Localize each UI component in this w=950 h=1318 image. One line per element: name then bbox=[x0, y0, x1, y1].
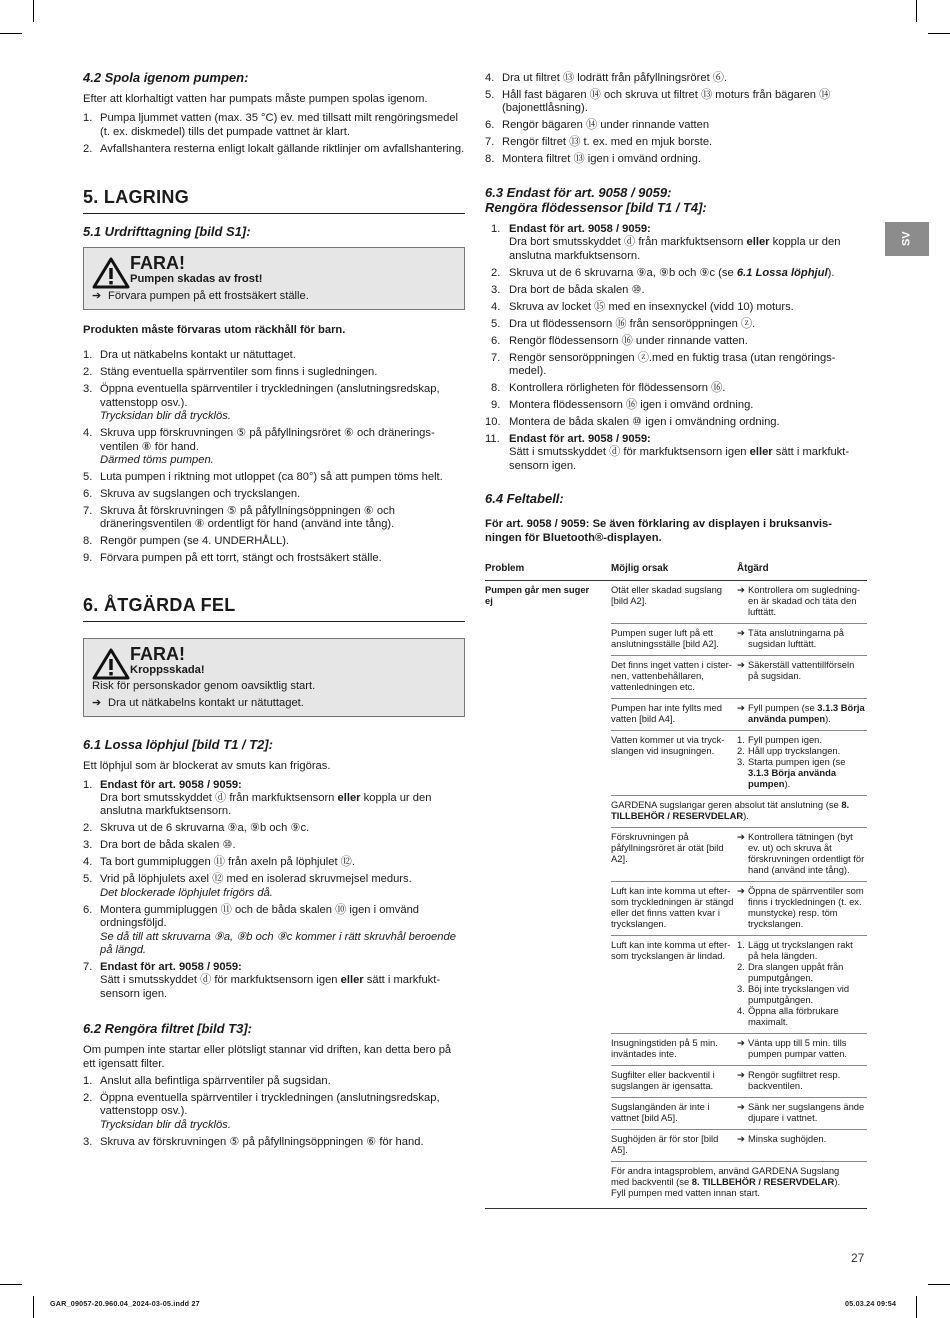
section-6-3-title-line2: Rengöra flödessensor [bild T1 / T4]: bbox=[485, 199, 707, 215]
list-item bbox=[485, 284, 867, 297]
crop-mark bbox=[916, 0, 917, 22]
step-number: 3. bbox=[737, 983, 745, 995]
section-6-title: 6. ÅTGÄRDA FEL bbox=[83, 594, 465, 622]
danger-arrow-line bbox=[92, 697, 456, 710]
list-item bbox=[83, 822, 465, 835]
list-item bbox=[485, 352, 867, 379]
item-number: 10. bbox=[485, 416, 501, 429]
item-text: Skruva ut de 6 skruvarna ⑨a, ⑨b och ⑨c. bbox=[100, 822, 310, 835]
item-text: Öppna eventuella spärrventiler i tryckledningen (anslutningsredskap, vattenstopp osv.). bbox=[100, 383, 440, 409]
wide-cell bbox=[611, 1162, 867, 1205]
danger-text-block bbox=[130, 253, 262, 289]
step-text: Öppna alla förbrukare maximalt. bbox=[748, 1005, 839, 1028]
cause-cell: Sugslangänden är inte i vattnet [bild A5]. bbox=[611, 1098, 737, 1130]
wide-text: För andra intagsproblem, använd GARDENA Sugslang med backventil (se bbox=[611, 1165, 840, 1188]
table-end-row bbox=[485, 1204, 867, 1208]
item-body bbox=[509, 433, 867, 473]
item-number: 7. bbox=[485, 136, 495, 149]
crop-mark bbox=[33, 0, 34, 22]
cause-cell: Pumpen suger luft på ett anslutningsställe [bild A2]. bbox=[611, 624, 737, 656]
item-number: 4. bbox=[83, 856, 93, 869]
item-text: Dra bort de båda skalen ⑩. bbox=[100, 839, 236, 852]
item-number: 2. bbox=[83, 366, 93, 379]
item-text: ). bbox=[827, 266, 835, 279]
item-number: 3. bbox=[83, 1135, 93, 1148]
arrow-right-icon: ➔ bbox=[737, 1069, 745, 1081]
action-text: Öppna de spärrventiler som finns i tryckledningen (t. ex. munstycke) resp. töm tryckslangen. bbox=[748, 885, 864, 930]
item-number: 1. bbox=[83, 778, 93, 791]
action-cell bbox=[737, 624, 867, 656]
list-item bbox=[83, 366, 465, 379]
cause-cell: Sughöjden är för stor [bild A5]. bbox=[611, 1130, 737, 1162]
item-text: Montera gummipluggen ⑪ och de båda skalen ⑩ igen i omvänd ordningsföljd. bbox=[100, 903, 420, 930]
item-number: 6. bbox=[83, 903, 93, 916]
arrow-right-icon: ➔ bbox=[737, 1037, 745, 1049]
item-number: 9. bbox=[83, 552, 93, 565]
list-item bbox=[485, 433, 867, 473]
fault-table bbox=[485, 559, 867, 1209]
danger-title: FARA! bbox=[130, 253, 185, 274]
danger-subtitle: Kroppsskada! bbox=[130, 663, 205, 676]
wide-text: GARDENA sugslangar geren absolut tät anslutning (se bbox=[611, 799, 842, 811]
action-cell bbox=[737, 936, 867, 1034]
item-text: koppla ur den anslutna markfuktsensorn. bbox=[509, 236, 841, 262]
list-item bbox=[485, 72, 867, 85]
item-text: Pumpa ljummet vatten (max. 35 °C) ev. med tillsatt milt rengöringsmedel (t. ex. diskmedel) tills det pumpade vattnet är klart. bbox=[100, 112, 459, 138]
item-text: Skruva åt förskruvningen ⑤ på påfyllningsöppningen ⑥ och dräneringsventilen ⑧ ordentligt för hand (använd inte tång). bbox=[100, 505, 395, 531]
list-item bbox=[83, 1136, 465, 1149]
item-number: 4. bbox=[485, 72, 495, 84]
list-item bbox=[485, 318, 867, 331]
step-number: 3. bbox=[737, 756, 745, 768]
list-item bbox=[83, 873, 465, 900]
language-tab bbox=[885, 222, 929, 256]
item-bold: eller bbox=[340, 974, 364, 987]
arrow-right-icon: ➔ bbox=[737, 1101, 745, 1113]
list-item bbox=[83, 471, 465, 484]
cause-cell: Vatten kommer ut via tryckslangen vid insugningen. bbox=[611, 731, 737, 796]
item-number: 7. bbox=[83, 505, 93, 518]
arrow-right-icon: ➔ bbox=[737, 1133, 745, 1145]
list-item bbox=[83, 904, 465, 958]
item-number: 7. bbox=[491, 351, 501, 364]
item-note: Därmed töms pumpen. bbox=[100, 454, 214, 467]
action-text: Fyll pumpen (se bbox=[748, 702, 818, 714]
action-text: Rengör sugfiltret resp. backventilen. bbox=[748, 1069, 841, 1092]
list-item bbox=[485, 119, 867, 132]
item-head: Endast för art. 9058 / 9059: bbox=[509, 222, 651, 235]
arrow-right-icon: ➔ bbox=[737, 627, 745, 639]
list-item bbox=[83, 112, 465, 139]
item-head: Endast för art. 9058 / 9059: bbox=[100, 960, 242, 973]
step-text: Lägg ut tryckslangen rakt på hela längden. bbox=[748, 939, 853, 962]
item-number: 6. bbox=[491, 334, 501, 347]
item-text: Dra ut filtret ⑬ lodrätt från påfyllningsröret ⑥. bbox=[502, 72, 728, 84]
action-cell bbox=[737, 882, 867, 936]
item-number: 3. bbox=[491, 283, 501, 296]
item-text: Dra ut nätkabelns kontakt ur nätuttaget. bbox=[100, 349, 296, 362]
action-cell bbox=[737, 1130, 867, 1162]
item-note: Se då till att skruvarna ⑨a, ⑨b och ⑨c kommer i rätt skruvhål beroende på längd. bbox=[100, 930, 456, 956]
item-body bbox=[100, 1092, 465, 1132]
step-ref: 3.1.3 Börja använda pumpen bbox=[748, 767, 837, 790]
item-bold: eller bbox=[746, 236, 770, 249]
section-6-2-list bbox=[83, 1075, 465, 1149]
footer-file-info: GAR_09057-20.960.04_2024-03-05.indd 27 bbox=[50, 1299, 200, 1308]
arrow-right-icon: ➔ bbox=[737, 702, 745, 714]
item-text: Skruva av sugslangen och tryckslangen. bbox=[100, 488, 301, 501]
item-text: Sätt i smutsskyddet ⓓ för markfuktsensorn igen bbox=[509, 446, 750, 459]
wide-cell bbox=[611, 796, 867, 828]
item-text: Dra bort smutsskyddet ⓓ från markfuktsensorn bbox=[509, 236, 747, 249]
column-header-action: Åtgärd bbox=[737, 559, 867, 581]
action-text: Sänk ner sugslangens ände djupare i vattnet. bbox=[748, 1101, 865, 1124]
action-cell bbox=[737, 1034, 867, 1066]
item-bold: eller bbox=[749, 446, 773, 459]
item-note: Trycksidan blir då trycklös. bbox=[100, 1118, 231, 1131]
list-item bbox=[485, 223, 867, 263]
item-number: 1. bbox=[491, 222, 501, 235]
arrow-right-icon: ➔ bbox=[737, 584, 745, 596]
item-number: 1. bbox=[83, 349, 93, 362]
crop-mark bbox=[0, 1284, 22, 1285]
danger-head bbox=[92, 644, 456, 680]
danger-text-block bbox=[130, 644, 205, 680]
action-ref: 3.1.3 Börja använda pumpen bbox=[748, 702, 865, 725]
arrow-right-icon: ➔ bbox=[92, 289, 102, 302]
list-item bbox=[83, 1092, 465, 1132]
problem-cell: Pumpen går men suger ej bbox=[485, 584, 590, 607]
item-head: Endast för art. 9058 / 9059: bbox=[509, 433, 651, 446]
item-body bbox=[509, 223, 867, 263]
item-number: 2. bbox=[83, 1091, 93, 1104]
item-text: Rengör sensoröppningen ⓩ.med en fuktig trasa (utan rengöringsmedel). bbox=[509, 351, 836, 378]
item-number: 7. bbox=[83, 960, 93, 973]
section-5-1-list bbox=[83, 349, 465, 565]
item-number: 6. bbox=[83, 488, 93, 501]
step-text: ). bbox=[784, 778, 791, 790]
section-6-2-title: 6.2 Rengöra filtret [bild T3]: bbox=[83, 1021, 253, 1037]
crop-mark bbox=[928, 1284, 950, 1285]
list-item bbox=[83, 349, 465, 362]
cause-cell: Sugfilter eller backventil i sugslangen är igensatta. bbox=[611, 1066, 737, 1098]
arrow-right-icon: ➔ bbox=[737, 885, 745, 897]
item-body bbox=[100, 779, 465, 819]
item-number: 5. bbox=[485, 89, 495, 101]
item-number: 5. bbox=[491, 317, 501, 330]
item-text: Skruva av förskruvningen ⑤ på påfyllningsöppningen ⑥ för hand. bbox=[100, 1135, 424, 1148]
list-item bbox=[83, 856, 465, 869]
item-text: Montera flödessensorn ⑯ igen i omvänd ordning. bbox=[509, 399, 754, 412]
action-cell bbox=[737, 656, 867, 699]
danger-text: Risk för personskador genom oavsiktlig start. bbox=[92, 680, 316, 693]
list-item bbox=[83, 488, 465, 501]
footer-date-time: 05.03.24 09:54 bbox=[845, 1299, 897, 1308]
section-4-2-title: 4.2 Spola igenom pumpen: bbox=[83, 70, 249, 85]
action-cell bbox=[737, 699, 867, 731]
action-body bbox=[748, 702, 865, 724]
item-text: Dra ut flödessensorn ⑯ från sensoröppningen ⓩ. bbox=[509, 317, 756, 330]
item-text: Kontrollera rörligheten för flödessensorn ⑯. bbox=[509, 382, 726, 395]
item-text: Rengör pumpen (se 4. UNDERHÅLL). bbox=[100, 535, 290, 548]
list-item bbox=[485, 136, 867, 149]
item-text: Ta bort gummipluggen ⑪ från axeln på löphjulet ⑫. bbox=[100, 856, 355, 869]
item-number: 9. bbox=[491, 399, 501, 412]
item-text: Öppna eventuella spärrventiler i tryckledningen (anslutningsredskap, vattenstopp osv.). bbox=[100, 1091, 440, 1118]
crop-mark bbox=[0, 33, 22, 34]
step-text: Böj inte tryckslangen vid pumputgången. bbox=[748, 983, 850, 1006]
step-text: Starta pumpen igen (se bbox=[748, 756, 846, 768]
item-number: 5. bbox=[83, 873, 93, 886]
list-item bbox=[83, 143, 465, 156]
arrow-right-icon: ➔ bbox=[92, 696, 102, 709]
step-number: 2. bbox=[737, 745, 745, 757]
crop-mark bbox=[916, 1296, 917, 1318]
item-bold: eller bbox=[337, 791, 361, 804]
item-note: Trycksidan blir då trycklös. bbox=[100, 410, 231, 423]
arrow-right-icon: ➔ bbox=[737, 831, 745, 843]
crop-mark bbox=[928, 33, 950, 34]
step-text: Fyll pumpen igen. bbox=[748, 734, 822, 746]
item-text: koppla ur den anslutna markfuktsensorn. bbox=[100, 791, 432, 818]
list-item bbox=[485, 89, 867, 116]
item-text: sätt i markfuktsensorn igen. bbox=[509, 446, 850, 472]
action-text: Täta anslutningarna på sugsidan lufttätt. bbox=[748, 627, 844, 650]
section-6-3-list bbox=[485, 223, 867, 473]
danger-arrow-line bbox=[92, 290, 456, 303]
action-cell bbox=[737, 1066, 867, 1098]
list-item bbox=[83, 779, 465, 819]
language-tab-label: SV bbox=[900, 231, 913, 247]
step-text: Håll upp tryckslangen. bbox=[748, 745, 841, 757]
section-6-1-list bbox=[83, 779, 465, 1002]
action-text: Minska sughöjden. bbox=[748, 1133, 827, 1145]
action-text: ). bbox=[825, 713, 831, 725]
item-number: 5. bbox=[83, 471, 93, 484]
item-text: Montera de båda skalen ⑩ igen i omvändning ordning. bbox=[509, 416, 780, 429]
list-item bbox=[485, 382, 867, 395]
action-cell bbox=[737, 581, 867, 624]
item-text: Dra bort smutsskyddet ⓓ från markfuktsensorn bbox=[100, 791, 338, 804]
list-item bbox=[485, 399, 867, 412]
item-body bbox=[100, 904, 465, 958]
list-item bbox=[83, 427, 465, 467]
item-number: 4. bbox=[83, 427, 93, 440]
item-text: Stäng eventuella spärrventiler som finns i sugledningen. bbox=[100, 366, 378, 379]
item-text: Avfallshantera resterna enligt lokalt gällande riktlinjer om avfallshantering. bbox=[100, 142, 465, 155]
item-body bbox=[100, 427, 465, 467]
column-header-problem: Problem bbox=[485, 559, 611, 581]
cause-cell: Pumpen har inte fyllts med vatten [bild A4]. bbox=[611, 699, 737, 731]
item-number: 1. bbox=[83, 1074, 93, 1087]
table-row bbox=[485, 581, 867, 624]
arrow-right-icon: ➔ bbox=[737, 659, 745, 671]
item-number: 4. bbox=[491, 300, 501, 313]
item-number: 2. bbox=[83, 142, 93, 155]
item-text: Förvara pumpen på ett torrt, stängt och frostsäkert ställe. bbox=[100, 552, 382, 565]
item-text: Skruva av locket ⑮ med en insexnyckel (vidd 10) moturs. bbox=[509, 300, 794, 313]
item-text: Sätt i smutsskyddet ⓓ för markfuktsensorn igen bbox=[100, 974, 341, 987]
item-number: 8. bbox=[485, 153, 495, 166]
danger-subtitle: Pumpen skadas av frost! bbox=[130, 273, 263, 286]
section-6-1-intro: Ett löphjul som är blockerat av smuts kan frigöras. bbox=[83, 760, 331, 773]
item-text: Dra bort de båda skalen ⑩. bbox=[509, 283, 645, 296]
item-text: Skruva ut de 6 skruvarna ⑨a, ⑨b och ⑨c (se bbox=[509, 266, 737, 279]
cause-cell: Luft kan inte komma ut eftersom tryckslangen är lindad. bbox=[611, 936, 737, 1034]
action-cell bbox=[737, 731, 867, 796]
list-item bbox=[83, 383, 465, 423]
item-ref: 6.1 Lossa löphjul bbox=[736, 266, 828, 279]
action-cell bbox=[737, 828, 867, 882]
page-number: 27 bbox=[851, 1251, 865, 1265]
wide-text: ). Fyll pumpen med vatten innan start. bbox=[611, 1176, 841, 1199]
danger-box-injury bbox=[83, 638, 465, 717]
action-text: Säkerställ vattentillförseln på sugsidan. bbox=[748, 659, 855, 682]
step-body bbox=[748, 756, 865, 789]
left-column bbox=[83, 70, 465, 1153]
list-item bbox=[485, 335, 867, 348]
item-body bbox=[100, 383, 465, 423]
section-6-3-title bbox=[485, 185, 867, 215]
list-item bbox=[485, 416, 867, 429]
item-number: 2. bbox=[491, 266, 501, 279]
wide-ref: 8. TILLBEHÖR / RESERVDELAR bbox=[691, 1176, 835, 1188]
item-note: Det blockerade löphjulet frigörs då. bbox=[100, 886, 273, 899]
step-number: 2. bbox=[737, 961, 745, 973]
action-text: Kontrollera tätningen (byt ev. ut) och skruva åt förskruvningen ordentligt för hand (använd inte tång). bbox=[748, 831, 865, 876]
danger-head bbox=[92, 253, 456, 289]
list-item bbox=[485, 267, 867, 280]
item-number: 8. bbox=[83, 535, 93, 548]
item-number: 11. bbox=[485, 433, 500, 446]
item-text: Luta pumpen i riktning mot utloppet (ca 80°) så att pumpen töms helt. bbox=[100, 471, 443, 484]
item-number: 8. bbox=[491, 382, 501, 395]
list-item bbox=[83, 535, 465, 548]
danger-arrow-text: Dra ut nätkabelns kontakt ur nätuttaget. bbox=[108, 696, 304, 709]
item-body bbox=[509, 267, 867, 280]
section-6-3-title-line1: 6.3 Endast för art. 9058 / 9059: bbox=[485, 184, 672, 200]
section-6-1-title: 6.1 Lossa löphjul [bild T1 / T2]: bbox=[83, 737, 273, 753]
step-number: 1. bbox=[737, 734, 745, 746]
list-item bbox=[83, 839, 465, 852]
danger-title: FARA! bbox=[130, 643, 185, 664]
section-4-2-list bbox=[83, 112, 465, 156]
action-cell bbox=[737, 1098, 867, 1130]
table-end-cell bbox=[485, 1204, 867, 1208]
action-text: Vänta upp till 5 min. tills pumpen pumpar vatten. bbox=[748, 1037, 848, 1060]
children-notice: Produkten måste förvaras utom räckhåll för barn. bbox=[83, 324, 346, 337]
item-number: 2. bbox=[83, 822, 93, 835]
list-item bbox=[83, 552, 465, 565]
item-text: Håll fast bägaren ⑭ och skruva ut filtret ⑬ moturs från bägaren ⑭ (bajonettlåsning). bbox=[502, 89, 831, 115]
danger-box-frost bbox=[83, 247, 465, 310]
item-text: Montera filtret ⑬ igen i omvänd ordning. bbox=[502, 153, 701, 166]
item-text: Skruva upp förskruvningen ⑤ på påfyllningsröret ⑥ och dräneringsventilen ⑧ för hand. bbox=[100, 427, 435, 453]
cause-cell: Det finns inget vatten i cisternen, vattenbehållaren, vattenledningen etc. bbox=[611, 656, 737, 699]
list-item bbox=[83, 505, 465, 532]
item-text: sätt i markfuktsensorn igen. bbox=[100, 974, 441, 1000]
item-text: Anslut alla befintliga spärrventiler på sugsidan. bbox=[100, 1074, 331, 1087]
item-number: 3. bbox=[83, 383, 93, 396]
list-item bbox=[485, 301, 867, 314]
cause-cell: Förskruvningen på påfyllningsröret är otät [bild A2]. bbox=[611, 828, 737, 882]
list-item bbox=[485, 153, 867, 166]
action-text: Kontrollera om sugledningen är skadad och täta den lufttätt. bbox=[748, 584, 861, 618]
section-6-2-list-cont bbox=[485, 72, 867, 167]
table-header-row bbox=[485, 559, 867, 581]
section-5-title: 5. LAGRING bbox=[83, 186, 465, 214]
item-head: Endast för art. 9058 / 9059: bbox=[100, 778, 242, 791]
section-4-2-intro: Efter att klorhaltigt vatten har pumpats måste pumpen spolas igenom. bbox=[83, 93, 428, 105]
step-number: 4. bbox=[737, 1005, 745, 1017]
item-body bbox=[100, 961, 465, 1001]
crop-mark bbox=[33, 1296, 34, 1318]
item-body bbox=[100, 873, 465, 900]
right-column bbox=[485, 72, 867, 1209]
warning-triangle-icon bbox=[92, 257, 130, 289]
section-6-2-intro: Om pumpen inte startar eller plötsligt stannar vid driften, kan detta bero på ett igensatt filter. bbox=[83, 1044, 452, 1070]
item-text: Rengör filtret ⑬ t. ex. med en mjuk borste. bbox=[502, 136, 713, 149]
cause-cell: Insugningstiden på 5 min. inväntades inte. bbox=[611, 1034, 737, 1066]
danger-arrow-text: Förvara pumpen på ett frostsäkert ställe. bbox=[108, 289, 309, 302]
item-number: 6. bbox=[485, 119, 495, 132]
section-6-4-note: För art. 9058 / 9059: Se även förklaring av displayen i bruksanvisningen för Bluetooth®-displayen. bbox=[485, 518, 832, 544]
cause-cell: Otät eller skadad sugslang [bild A2]. bbox=[611, 584, 723, 607]
column-header-cause: Möjlig orsak bbox=[611, 559, 737, 581]
section-5-1-title: 5.1 Urdrifttagning [bild S1]: bbox=[83, 224, 251, 240]
list-item bbox=[83, 961, 465, 1001]
step-text: Dra slangen uppåt från pumputgången. bbox=[748, 961, 844, 984]
warning-triangle-icon bbox=[92, 648, 130, 680]
wide-ref: 8. TILLBEHÖR / RESERVDELAR bbox=[611, 799, 850, 822]
wide-text: ). bbox=[743, 810, 749, 822]
item-number: 1. bbox=[83, 112, 93, 125]
list-item bbox=[83, 1075, 465, 1088]
step-number: 1. bbox=[737, 939, 745, 951]
item-number: 3. bbox=[83, 839, 93, 852]
item-text: Rengör flödessensorn ⑯ under rinnande vatten. bbox=[509, 334, 748, 347]
item-text: Vrid på löphjulets axel ⑫ med en isolerad skruvmejsel medurs. bbox=[100, 873, 412, 886]
cause-cell: Luft kan inte komma ut eftersom tryckledningen är stängd eller det finns vatten kvar i tryckslangen. bbox=[611, 882, 737, 936]
section-6-4-title: 6.4 Feltabell: bbox=[485, 491, 564, 507]
item-text: Rengör bägaren ⑭ under rinnande vatten bbox=[502, 119, 710, 132]
